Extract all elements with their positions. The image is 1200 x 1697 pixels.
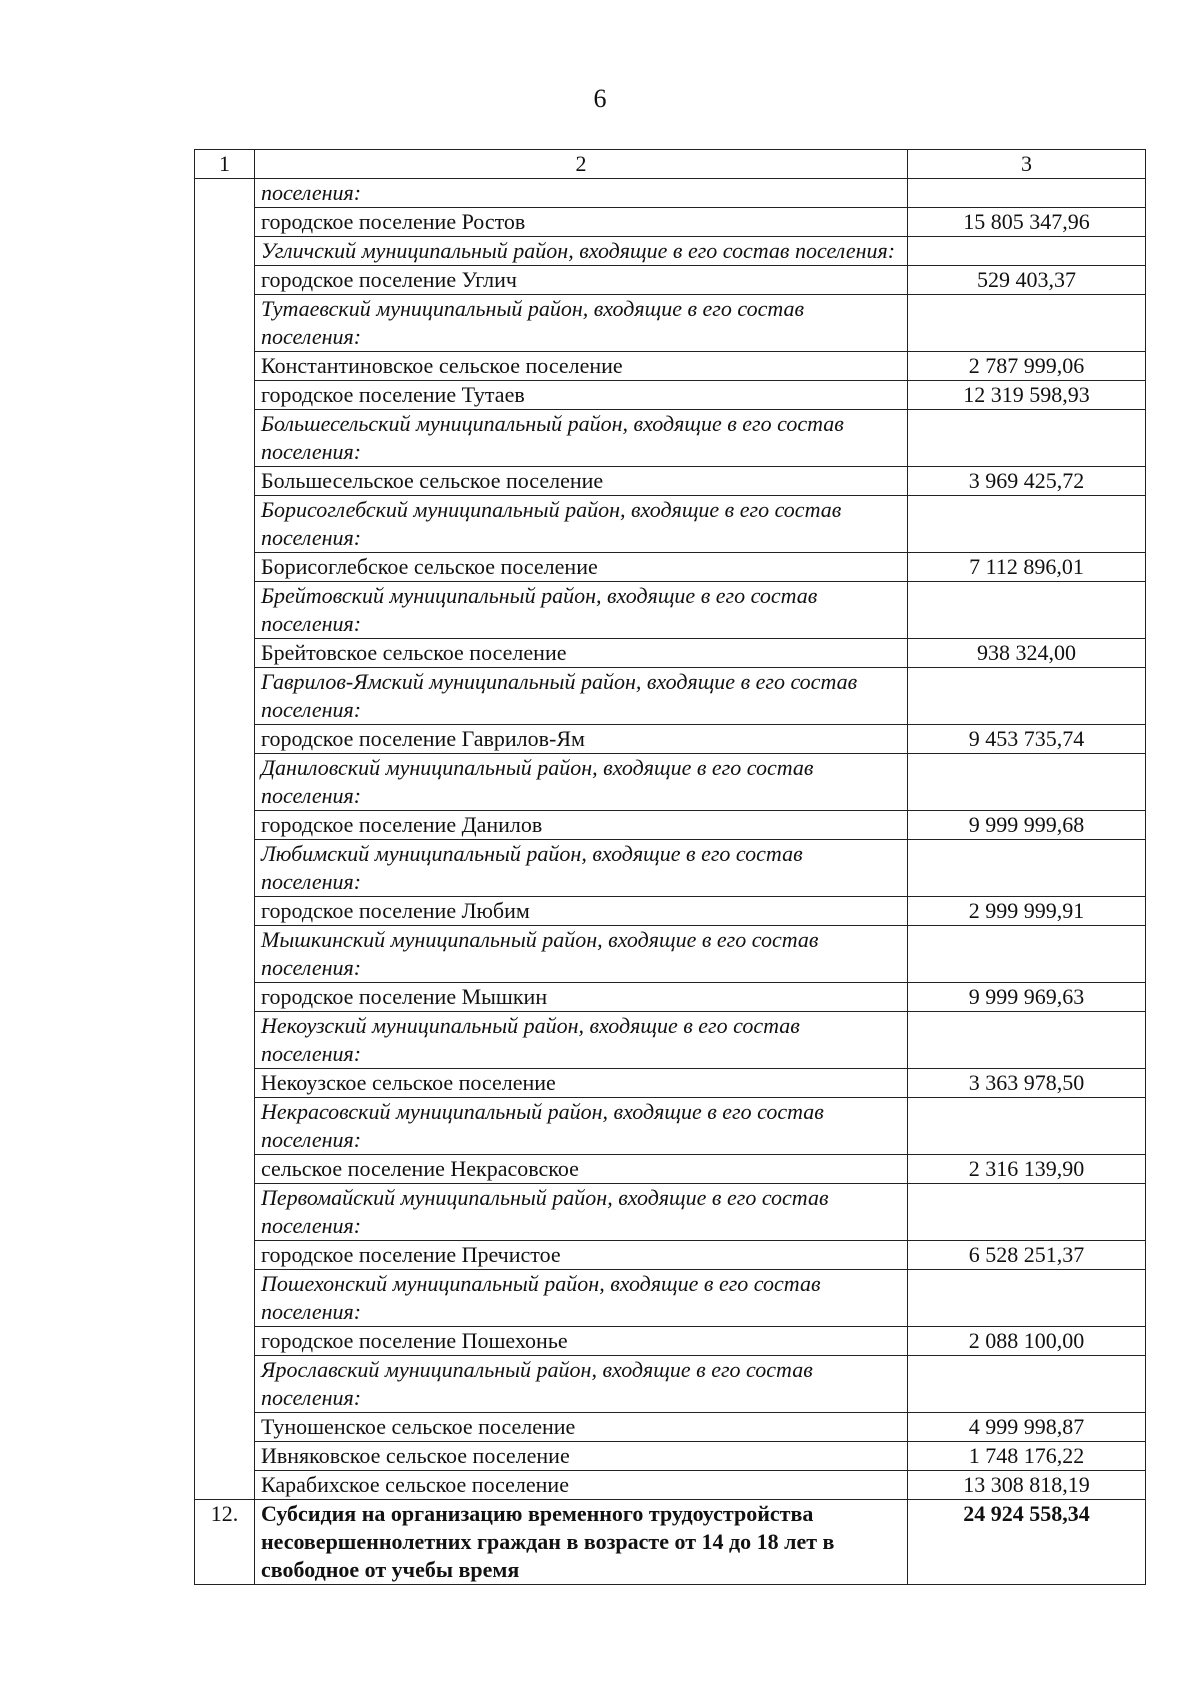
amount-cell: [908, 410, 1146, 467]
amount-cell: 9 453 735,74: [908, 725, 1146, 754]
district-group-row: [195, 179, 1146, 208]
amount-cell: 2 088 100,00: [908, 1327, 1146, 1356]
amount-cell: [908, 1270, 1146, 1327]
district-name: Угличский муниципальный район, входящие в его состав поселения:: [255, 237, 908, 266]
amount-cell: 15 805 347,96: [908, 208, 1146, 237]
settlement-row: [195, 725, 1146, 754]
settlement-name: Ивняковское сельское поселение: [255, 1442, 908, 1471]
item-12-number: 12.: [195, 1500, 255, 1585]
header-col-2: 2: [255, 150, 908, 179]
item-12-description: Субсидия на организацию временного трудоустройства несовершеннолетних граждан в возрасте от 14 до 18 лет в свободное от учебы время: [255, 1500, 908, 1585]
settlement-row: [195, 266, 1146, 295]
settlement-name: городское поселение Данилов: [255, 811, 908, 840]
district-group-row: [195, 1012, 1146, 1069]
district-group-row: [195, 582, 1146, 639]
amount-cell: 3 969 425,72: [908, 467, 1146, 496]
settlement-name: городское поселение Мышкин: [255, 983, 908, 1012]
settlement-row: [195, 639, 1146, 668]
row-number-cell: [195, 179, 255, 1500]
district-name: поселения:: [255, 179, 908, 208]
settlement-row: [195, 553, 1146, 582]
settlement-name: городское поселение Углич: [255, 266, 908, 295]
district-name: Ярославский муниципальный район, входящие в его состав поселения:: [255, 1356, 908, 1413]
settlement-name: Брейтовское сельское поселение: [255, 639, 908, 668]
district-name: Брейтовский муниципальный район, входящие в его состав поселения:: [255, 582, 908, 639]
amount-cell: [908, 1012, 1146, 1069]
amount-cell: 529 403,37: [908, 266, 1146, 295]
settlement-row: [195, 1069, 1146, 1098]
district-group-row: [195, 668, 1146, 725]
settlement-name: городское поселение Пошехонье: [255, 1327, 908, 1356]
district-name: Тутаевский муниципальный район, входящие в его состав поселения:: [255, 295, 908, 352]
district-name: Гаврилов-Ямский муниципальный район, входящие в его состав поселения:: [255, 668, 908, 725]
amount-cell: [908, 754, 1146, 811]
amount-cell: 13 308 818,19: [908, 1471, 1146, 1500]
amount-cell: 938 324,00: [908, 639, 1146, 668]
settlement-name: городское поселение Гаврилов-Ям: [255, 725, 908, 754]
amount-cell: 4 999 998,87: [908, 1413, 1146, 1442]
amount-cell: 1 748 176,22: [908, 1442, 1146, 1471]
table-header-row: [195, 150, 1146, 179]
amount-cell: [908, 1356, 1146, 1413]
amount-cell: [908, 295, 1146, 352]
settlement-row: [195, 897, 1146, 926]
settlement-name: Некоузское сельское поселение: [255, 1069, 908, 1098]
settlement-name: сельское поселение Некрасовское: [255, 1155, 908, 1184]
amount-cell: 9 999 999,68: [908, 811, 1146, 840]
district-group-row: [195, 926, 1146, 983]
district-group-row: [195, 754, 1146, 811]
settlement-name: Константиновское сельское поселение: [255, 352, 908, 381]
amount-cell: 6 528 251,37: [908, 1241, 1146, 1270]
settlement-row: [195, 1241, 1146, 1270]
settlement-name: Туношенское сельское поселение: [255, 1413, 908, 1442]
settlement-name: Большесельское сельское поселение: [255, 467, 908, 496]
district-name: Борисоглебский муниципальный район, входящие в его состав поселения:: [255, 496, 908, 553]
settlement-row: [195, 1471, 1146, 1500]
settlement-name: городское поселение Пречистое: [255, 1241, 908, 1270]
amount-cell: [908, 496, 1146, 553]
district-group-row: [195, 1184, 1146, 1241]
amount-cell: [908, 1184, 1146, 1241]
table-body: [195, 150, 1146, 1585]
amount-cell: [908, 926, 1146, 983]
settlement-name: городское поселение Ростов: [255, 208, 908, 237]
district-group-row: [195, 840, 1146, 897]
district-group-row: [195, 295, 1146, 352]
settlement-row: [195, 208, 1146, 237]
amount-cell: 7 112 896,01: [908, 553, 1146, 582]
settlement-row: [195, 352, 1146, 381]
header-col-1: 1: [195, 150, 255, 179]
district-group-row: [195, 1098, 1146, 1155]
header-col-3: 3: [908, 150, 1146, 179]
settlement-name: Карабихское сельское поселение: [255, 1471, 908, 1500]
district-group-row: [195, 496, 1146, 553]
settlement-row: [195, 1413, 1146, 1442]
item-12-amount: 24 924 558,34: [908, 1500, 1146, 1585]
amount-cell: 3 363 978,50: [908, 1069, 1146, 1098]
amount-cell: 2 999 999,91: [908, 897, 1146, 926]
settlement-row: [195, 1327, 1146, 1356]
district-name: Любимский муниципальный район, входящие в его состав поселения:: [255, 840, 908, 897]
page-number: 6: [593, 84, 607, 113]
settlement-row: [195, 381, 1146, 410]
amount-cell: [908, 1098, 1146, 1155]
settlement-row: [195, 811, 1146, 840]
district-name: Некоузский муниципальный район, входящие в его состав поселения:: [255, 1012, 908, 1069]
amount-cell: [908, 237, 1146, 266]
amount-cell: 12 319 598,93: [908, 381, 1146, 410]
item-12-row: [195, 1500, 1146, 1585]
district-group-row: [195, 410, 1146, 467]
amount-cell: [908, 179, 1146, 208]
district-group-row: [195, 1270, 1146, 1327]
amount-cell: [908, 582, 1146, 639]
district-group-row: [195, 237, 1146, 266]
settlement-name: городское поселение Любим: [255, 897, 908, 926]
amount-cell: 2 787 999,06: [908, 352, 1146, 381]
amount-cell: [908, 668, 1146, 725]
district-name: Первомайский муниципальный район, входящие в его состав поселения:: [255, 1184, 908, 1241]
amount-cell: 9 999 969,63: [908, 983, 1146, 1012]
settlement-row: [195, 983, 1146, 1012]
district-name: Некрасовский муниципальный район, входящие в его состав поселения:: [255, 1098, 908, 1155]
settlement-name: городское поселение Тутаев: [255, 381, 908, 410]
district-name: Большесельский муниципальный район, входящие в его состав поселения:: [255, 410, 908, 467]
district-name: Мышкинский муниципальный район, входящие в его состав поселения:: [255, 926, 908, 983]
district-name: Даниловский муниципальный район, входящие в его состав поселения:: [255, 754, 908, 811]
settlement-row: [195, 467, 1146, 496]
district-name: Пошехонский муниципальный район, входящие в его состав поселения:: [255, 1270, 908, 1327]
amount-cell: [908, 840, 1146, 897]
settlement-row: [195, 1442, 1146, 1471]
amount-cell: 2 316 139,90: [908, 1155, 1146, 1184]
subsidy-table: [194, 149, 1146, 1585]
settlement-name: Борисоглебское сельское поселение: [255, 553, 908, 582]
settlement-row: [195, 1155, 1146, 1184]
district-group-row: [195, 1356, 1146, 1413]
